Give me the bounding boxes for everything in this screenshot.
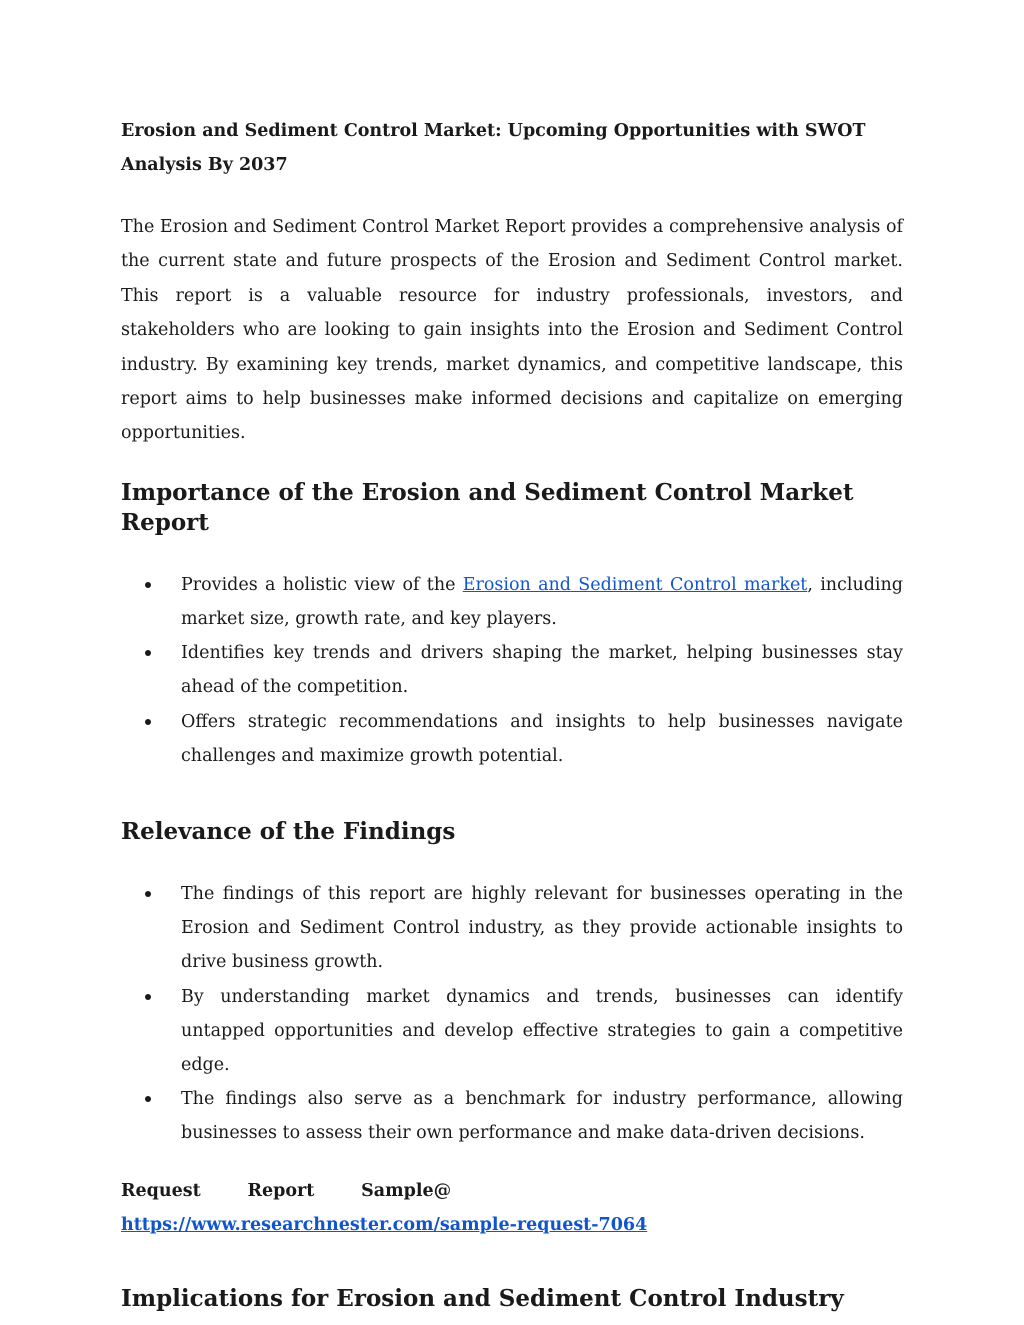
list-item xyxy=(121,705,903,773)
document-title: Erosion and Sediment Control Market: Upcoming Opportunities with SWOT Analysis By 2037 xyxy=(121,121,866,175)
intro-paragraph: The Erosion and Sediment Control Market Report provides a comprehensive analysis of the current state and future prospects of the Erosion and Sediment Control market. This report is a valuable resource for industry professionals, investors, and stakeholders who are looking to gain insights into the Erosion and Sediment Control industry. By examining key trends, market dynamics, and competitive landscape, this report aims to help businesses make informed decisions and capitalize on emerging opportunities. xyxy=(121,217,903,444)
list-item xyxy=(121,636,903,704)
bullet-icon xyxy=(145,1096,151,1102)
request-sample-label: Request Report Sample@ xyxy=(121,1180,452,1201)
bullet-icon xyxy=(145,994,151,1000)
importance-list xyxy=(121,568,903,773)
list-item-text: Provides a holistic view of the xyxy=(181,574,463,595)
list-item-text: By understanding market dynamics and trends, businesses can identify untapped opportunities and develop effective strategies to gain a competitive edge. xyxy=(181,986,903,1076)
list-item xyxy=(121,1082,903,1150)
bullet-icon xyxy=(145,650,151,656)
market-link[interactable]: Erosion and Sediment Control market xyxy=(462,574,808,595)
list-item-text: Identifies key trends and drivers shaping the market, helping businesses stay ahead of the competition. xyxy=(181,643,903,698)
relevance-list xyxy=(121,877,903,1151)
implications-heading: Implications for Erosion and Sediment Control Industry xyxy=(121,1284,844,1312)
importance-heading: Importance of the Erosion and Sediment Control Market Report xyxy=(121,478,854,536)
list-item-text: The findings of this report are highly relevant for businesses operating in the Erosion and Sediment Control industry, as they provide actionable insights to drive business growth. xyxy=(181,884,903,973)
request-sample-link[interactable]: https://www.researchnester.com/sample-request-7064 xyxy=(121,1214,648,1235)
list-item-text: The findings also serve as a benchmark for industry performance, allowing businesses to assess their own performance and make data-driven decisions. xyxy=(181,1089,903,1144)
relevance-heading: Relevance of the Findings xyxy=(121,818,456,846)
list-item-text: Offers strategic recommendations and insights to help businesses navigate challenges and maximize growth potential. xyxy=(181,711,903,766)
list-item-text: , including market size, growth rate, and key players. xyxy=(181,574,903,630)
list-item xyxy=(121,980,903,1083)
bullet-icon xyxy=(145,582,151,588)
request-sample-line xyxy=(121,1174,903,1242)
list-item xyxy=(121,877,903,980)
document-page xyxy=(121,114,903,1314)
bullet-icon xyxy=(145,891,151,897)
list-item xyxy=(121,568,903,636)
bullet-icon xyxy=(145,719,151,725)
